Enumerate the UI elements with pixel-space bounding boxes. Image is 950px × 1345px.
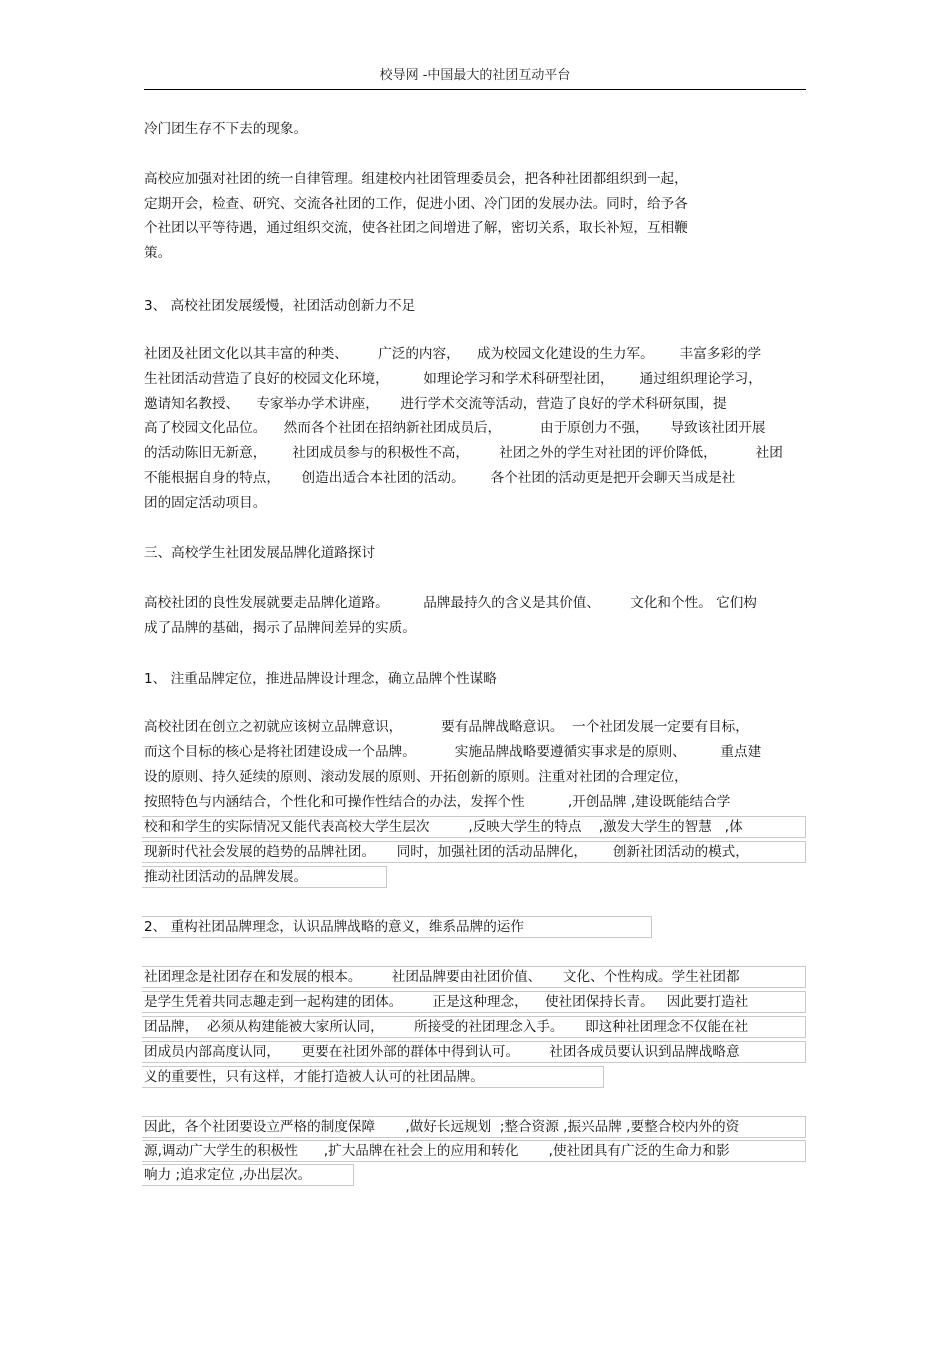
- text-line: 高校社团的良性发展就要走品牌化道路。 品牌最持久的含义是其价值、 文化和个性。 它们构: [144, 595, 757, 611]
- text-line: 是学生凭着共同志趣走到一起构建的团体。 正是这种理念， 使社团保持长青。 因此要打造社: [144, 994, 749, 1010]
- text-line: 不能根据自身的特点， 创造出适合本社团的活动。 各个社团的活动更是把开会聊天当成是社: [144, 470, 736, 486]
- text-line: 团成员内部高度认同， 更要在社团外部的群体中得到认可。 社团各成员要认识到品牌战略意: [144, 1044, 740, 1060]
- text-line: 高校社团在创立之初就应该树立品牌意识， 要有品牌战略意识。 一个社团发展一定要有目标，: [144, 719, 749, 735]
- text-line: 因此，各个社团要设立严格的制度保障 ,做好长远规划 ;整合资源 ,振兴品牌 ,要整合校内外的资: [144, 1119, 740, 1135]
- text-line: 源,调动广大学生的积极性 ,扩大品牌在社会上的应用和转化 ,使社团具有广泛的生命力和影: [144, 1143, 730, 1159]
- section-heading: 3、 高校社团发展缓慢，社团活动创新力不足: [144, 298, 416, 314]
- text-line: 策。: [144, 245, 172, 261]
- text-line: 按照特色与内涵结合，个性化和可操作性结合的办法，发挥个性 ,开创品牌 ,建设既能结合学: [144, 794, 731, 810]
- text-line: 定期开会，检查、研究、交流各社团的工作，促进小团、冷门团的发展办法。同时，给予各: [144, 196, 688, 212]
- text-line: 团的固定活动项目。: [144, 495, 267, 511]
- text-line: 社团理念是社团存在和发展的根本。 社团品牌要由社团价值、 文化、个性构成。学生社团都: [144, 969, 740, 985]
- section-heading: 2、 重构社团品牌理念，认识品牌战略的意义，维系品牌的运作: [144, 919, 524, 935]
- text-line: 高校应加强对社团的统一自律管理。组建校内社团管理委员会，把各种社团都组织到一起，: [144, 171, 688, 187]
- text-line: 的活动陈旧无新意， 社团成员参与的积极性不高， 社团之外的学生对社团的评价降低， 社团: [144, 445, 783, 461]
- text-line: 冷门团生存不下去的现象。: [144, 121, 308, 137]
- text-line: 校和和学生的实际情况又能代表高校大学生层次 ,反映大学生的特点 ,激发大学生的智慧 ,体: [144, 819, 743, 835]
- text-line: 社团及社团文化以其丰富的种类、 广泛的内容， 成为校园文化建设的生力军。 丰富多彩的学: [144, 346, 762, 362]
- text-line: 高了校园文化品位。 然而各个社团在招纳新社团成员后， 由于原创力不强， 导致该社团开展: [144, 420, 766, 436]
- text-line: 团品牌， 必须从构建能被大家所认同， 所接受的社团理念入手。 即这种社团理念不仅能在社: [144, 1019, 749, 1035]
- section-heading: 1、 注重品牌定位，推进品牌设计理念，确立品牌个性谋略: [144, 671, 497, 687]
- page-header: [144, 62, 806, 90]
- text-line: 邀请知名教授、 专家举办学术讲座， 进行学术交流等活动，营造了良好的学术科研氛围，提: [144, 396, 727, 412]
- section-heading: 三、高校学生社团发展品牌化道路探讨: [144, 545, 376, 561]
- text-line: 推动社团活动的品牌发展。: [144, 869, 308, 885]
- text-line: 设的原则、持久延续的原则、滚动发展的原则、开拓创新的原则。注重对社团的合理定位，: [144, 769, 688, 785]
- text-line: 个社团以平等待遇，通过组织交流，使各社团之间增进了解，密切关系，取长补短，互相鞭: [144, 220, 688, 236]
- text-line: 现新时代社会发展的趋势的品牌社团。 同时，加强社团的活动品牌化， 创新社团活动的模式，: [144, 844, 749, 860]
- text-line: 响力 ;追求定位 ,办出层次。: [144, 1167, 312, 1183]
- text-line: 而这个目标的核心是将社团建设成一个品牌。 实施品牌战略要遵循实事求是的原则、 重点建: [144, 744, 762, 760]
- text-line: 义的重要性，只有这样，才能打造被人认可的社团品牌。: [144, 1069, 484, 1085]
- header-title: 校导网 -中国最大的社团互动平台: [379, 68, 571, 83]
- text-line: 生社团活动营造了良好的校园文化环境， 如理论学习和学术科研型社团， 通过组织理论学习，: [144, 371, 762, 387]
- text-line: 成了品牌的基础，揭示了品牌间差异的实质。: [144, 620, 416, 636]
